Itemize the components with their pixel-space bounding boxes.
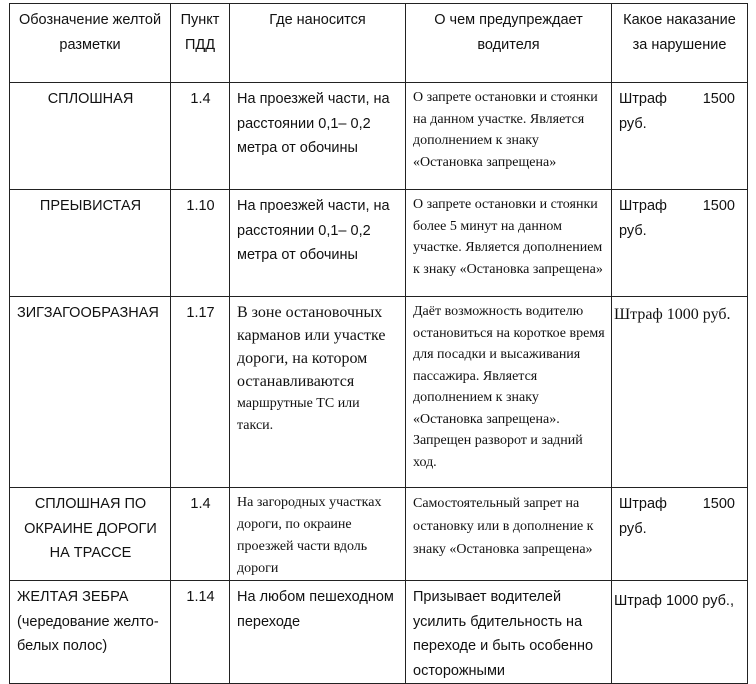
warns-cell: Призывает водителей усилить бдительность на переходе и быть особенно осторожными (406, 581, 612, 684)
clause-cell: 1.14 (171, 581, 230, 684)
penalty-amount: 1500 (702, 496, 735, 512)
warns-cell: О запрете остановки и стоянки на данном участке. Является дополнением к знаку «Остановка запрещена» (406, 83, 612, 190)
where-cell (230, 297, 406, 488)
table-row (10, 83, 748, 190)
marking-cell: СПЛОШНАЯ (10, 83, 171, 190)
header-row (10, 4, 748, 83)
road-marking-table (9, 3, 748, 684)
marking-cell: ЗИГЗАГООБРАЗНАЯ (10, 297, 171, 488)
header-penalty: Какое наказание за нарушение (612, 4, 748, 83)
penalty-amount: 1500 (702, 198, 735, 214)
warns-cell: Самостоятельный запрет на остановку или в дополнение к знаку «Остановка запрещена» (406, 488, 612, 581)
table-row (10, 190, 748, 297)
warns-cell: О запрете остановки и стоянки более 5 минут на данном участке. Является дополнением к знаку «Остановка запрещена» (406, 190, 612, 297)
penalty-word: Штраф (619, 496, 667, 512)
marking-cell: ЖЕЛТАЯ ЗЕБРА (чередование желто-белых полос) (10, 581, 171, 684)
where-text-small: маршрутные ТС или такси. (237, 396, 360, 433)
penalty-cell (612, 83, 748, 190)
penalty-word: Штраф (619, 91, 667, 107)
marking-cell: ПРЕЫВИСТАЯ (10, 190, 171, 297)
penalty-cell (612, 297, 748, 488)
where-cell: На загородных участках дороги, по окраине проезжей части вдоль дороги (230, 488, 406, 581)
marking-cell: СПЛОШНАЯ ПО ОКРАИНЕ ДОРОГИ НА ТРАССЕ (10, 488, 171, 581)
penalty-unit: руб. (619, 222, 647, 239)
clause-cell: 1.4 (171, 83, 230, 190)
penalty-text: Штраф 1000 руб. (614, 306, 731, 323)
penalty-cell (612, 190, 748, 297)
header-where: Где наносится (230, 4, 406, 83)
clause-cell: 1.4 (171, 488, 230, 581)
where-cell: На проезжей части, на расстоянии 0,1– 0,2 метра от обочины (230, 190, 406, 297)
header-clause: Пункт ПДД (171, 4, 230, 83)
header-marking: Обозначение желтой разметки (10, 4, 171, 83)
penalty-cell (612, 581, 748, 684)
penalty-text: Штраф 1000 руб., (614, 593, 734, 609)
table-row (10, 581, 748, 684)
penalty-word: Штраф (619, 198, 667, 214)
penalty-cell (612, 488, 748, 581)
table-row (10, 297, 748, 488)
where-text-large: В зоне остановочных карманов или участке дороги, на котором останавливаются (237, 304, 386, 390)
table-row (10, 488, 748, 581)
where-cell: На проезжей части, на расстоянии 0,1– 0,2 метра от обочины (230, 83, 406, 190)
penalty-unit: руб. (619, 115, 647, 132)
penalty-unit: руб. (619, 520, 647, 537)
where-cell: На любом пешеходном переходе (230, 581, 406, 684)
clause-cell: 1.17 (171, 297, 230, 488)
header-warns: О чем предупреждает водителя (406, 4, 612, 83)
warns-cell: Даёт возможность водителю остановиться на короткое время для посадки и высаживания пассажира. Является дополнением к знаку «Остановка запрещена». Запрещен разворот и задний ход. (406, 297, 612, 488)
penalty-amount: 1500 (702, 91, 735, 107)
clause-cell: 1.10 (171, 190, 230, 297)
